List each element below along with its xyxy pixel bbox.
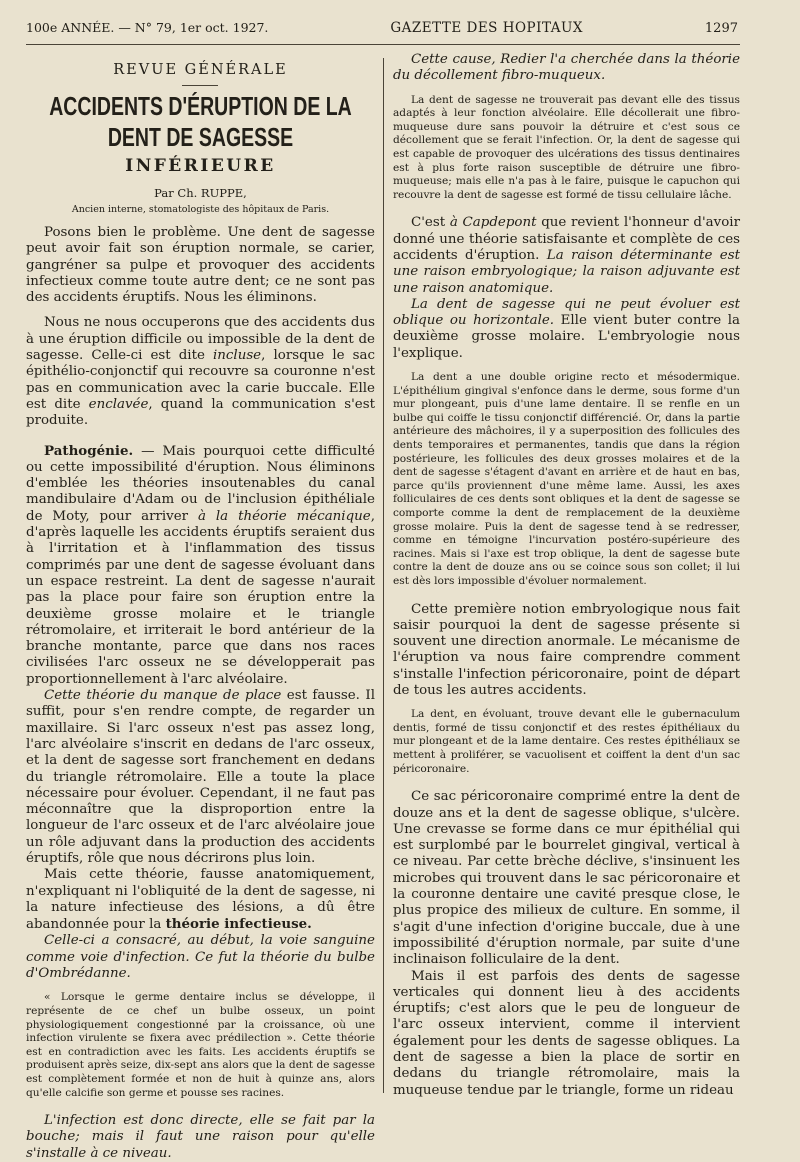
paragraph: Nous ne nous occuperons que des accidents dus à une éruption difficile ou impossible de la dent de sagesse. Celle-ci est dite incluse, lorsque le sac épithélio-conjonctif qui recouvre sa couronne n'est pas en communication avec la carie buccale. Elle est dite enclavée, quand la communication s'est produite. — [26, 315, 375, 429]
author-byline: Par Ch. RUPPE, — [154, 186, 247, 200]
left-column — [26, 52, 383, 1161]
paragraph: Celle-ci a consacré, au début, la voie sanguine comme voie d'infection. Ce fut la théorie du bulbe d'Ombrédanne. — [26, 933, 375, 982]
author-affiliation: Ancien interne, stomatologiste des hôpitaux de Paris. — [71, 204, 330, 215]
paragraph: La dent de sagesse qui ne peut évoluer est oblique ou horizontale. Elle vient buter contre la deuxième grosse molaire. L'embryologie nous l'explique. — [392, 296, 740, 361]
paragraph: Ce sac péricoronaire comprimé entre la dent de douze ans et la dent de sagesse oblique, s'ulcère. Une crevasse se forme dans ce mur épithélial qui est surplombé par le bourrelet gingival, vertical à ce niveau. Par cette brèche déclive, s'insinuent les microbes qui trouvent dans le sac péricoronaire et la couronne dentaire une cavité presque close, le plus propice des milieux de culture. En somme, il s'agit d'une infection d'origine buccale, due à une impossibilité d'éruption normale, par suite d'une inclinaison folliculaire de la dent. — [392, 789, 740, 968]
paragraph-small: La dent de sagesse ne trouverait pas devant elle des tissus adaptés à leur fonction alvéolaire. Elle décollerait une fibro-muqueuse dure sans pouvoir la détruire et c'est sous ce décollement que se ferait l'infection. Or, la dent de sagesse qui est capable de provoquer des ulcérations des tissus dentinaires est à plus forte raison susceptible de détruire une fibro-muqueuse; mais elle n'a pas à le faire, puisque le capuchon qui recouvre la dent de sagesse est formé de tissu cellulaire lâche. — [392, 93, 740, 201]
section-heading: REVUE GÉNÉRALE — [113, 62, 288, 78]
header-rule — [26, 44, 740, 45]
article-title: ACCIDENTS D'ÉRUPTION DE LA DENT DE SAGESSE — [49, 91, 352, 153]
paragraph-pathogenie: Pathogénie. — Mais pourquoi cette difficulté ou cette impossibilité d'éruption. Nous éliminons d'emblée les théories insoutenables du canal mandibulaire d'Adam ou de l'inclusion épithéliale de Moty, pour arriver à la théorie mécanique, d'après laquelle les accidents éruptifs seraient dus à l'irritation et à l'inflammation des tissus comprimés par une dent de sagesse évoluant dans un espace restreint. La dent de sagesse n'aurait pas la place pour faire son éruption entre la deuxième grosse molaire et le triangle rétromolaire, et irriterait le bord antérieur de la branche montante, parce que dans nos races civilisées l'arc osseux ne se développerait pas proportionnellement à l'arc alvéolaire. — [26, 442, 375, 687]
header-journal-title: GAZETTE DES HOPITAUX — [390, 20, 583, 36]
paragraph: C'est à Capdepont que revient l'honneur d'avoir donné une théorie satisfaisante et complète de ces accidents d'éruption. La raison déterminante est une raison embryologique; la raison adjuvante est une raison anatomique. — [392, 215, 740, 296]
paragraph: Mais il est parfois des dents de sagesse verticales qui donnent lieu à des accidents éruptifs; c'est alors que le peu de longueur de l'arc osseux intervient, comme il intervient également pour les dents de sagesse obliques. La dent de sagesse a bien la place de sortir en dedans du triangle rétromolaire, mais la muqueuse tendue par le triangle, forme un rideau — [392, 968, 740, 1098]
quotation: « Lorsque le germe dentaire inclus se développe, il représente de ce chef un bulbe osseux, un point physiologiquement congestionné par la croissance, où une infection virulente se fixera avec prédilection ». Cette théorie est en contradiction avec les faits. Les accidents éruptifs se produisent après seize, dix-sept ans alors que la dent de sagesse est complètement formée et non de huit à quinze ans, alors qu'elle calcifie son germe et pousse ses racines. — [26, 991, 375, 1099]
right-column — [384, 52, 740, 1098]
subsection-label: Pathogénie. — [44, 442, 134, 459]
running-header — [26, 0, 738, 42]
paragraph: Mais cette théorie, fausse anatomiquement, n'expliquant ni l'obliquité de la dent de sagesse, ni la nature infectieuse des lésions, a dû être abandonnée pour la théorie infectieuse. — [26, 867, 375, 933]
paragraph: Cette théorie du manque de place est fausse. Il suffit, pour s'en rendre compte, de regarder un maxillaire. Si l'arc osseux n'est pas assez long, l'arc alvéolaire s'inscrit en dedans de l'arc osseux, et la dent de sagesse sort franchement en dedans du triangle rétromolaire. Elle a toute la place nécessaire pour évoluer. Cependant, il ne faut pas méconnaître que la disproportion entre la longueur de l'arc osseux et de l'arc alvéolaire joue un rôle adjuvant dans la production des accidents éruptifs, rôle que nous décrirons plus loin. — [26, 688, 375, 866]
two-column-body — [26, 52, 740, 1161]
paragraph-small: La dent a une double origine recto et mésodermique. L'épithélium gingival s'enfonce dans le derme, sous forme d'un mur plongeant, puis d'une lame dentaire. Il se renfle en un bulbe qui coiffe le tissu conjonctif différencié. Or, dans la partie antérieure des mâchoires, il y a superposition des follicules des dents temporaires et permanentes, tandis que dans la région postérieure, les follicules des deux grosses molaires et de la dent de sagesse s'étagent d'avant en arrière et de haut en bas, parce qu'ils proviennent d'une même lame. Aussi, les axes folliculaires de ces dents sont obliques et la dent de sagesse se comporte comme la dent de remplacement de la deuxième grosse molaire. Puis la dent de sagesse tend à se redresser, comme en témoigne l'incurvation postéro-supérieure des racines. Mais si l'axe est trop oblique, la dent de sagesse bute contre la dent de douze ans ou se coince sous son collet; il lui est dès lors impossible d'évoluer normalement. — [392, 371, 740, 587]
paragraph: Cette cause, Redier l'a cherchée dans la théorie du décollement fibro-muqueux. — [392, 52, 740, 84]
paragraph-small: La dent, en évoluant, trouve devant elle le gubernaculum dentis, formé de tissu conjonctif et des restes épithéliaux du mur plongeant et de la lame dentaire. Ces restes épithéliaux se mettent à proliférer, se vacuolisent et coiffent la dent d'un sac péricoronaire. — [392, 708, 740, 775]
header-page-number: 1297 — [704, 21, 738, 36]
paragraph: L'infection est donc directe, elle se fait par la bouche; mais il faut une raison pour qu'elle s'installe à ce niveau. — [26, 1113, 375, 1161]
paragraph: Cette première notion embryologique nous fait saisir pourquoi la dent de sagesse présente si souvent une direction anormale. Le mécanisme de l'éruption va nous faire comprendre comment s'installe l'infection péricoronaire, point de départ de tous les autres accidents. — [392, 601, 740, 698]
header-issue: 100e ANNÉE. — N° 79, 1er oct. 1927. — [26, 20, 269, 35]
paragraph: Posons bien le problème. Une dent de sagesse peut avoir fait son éruption normale, se carier, gangréner sa pulpe et provoquer des accidents infectieux comme toute autre dent; ce ne sont pas des accidents éruptifs. Nous les éliminons. — [26, 225, 375, 306]
article-title-line2: INFÉRIEURE — [125, 156, 276, 176]
section-divider — [182, 85, 218, 86]
